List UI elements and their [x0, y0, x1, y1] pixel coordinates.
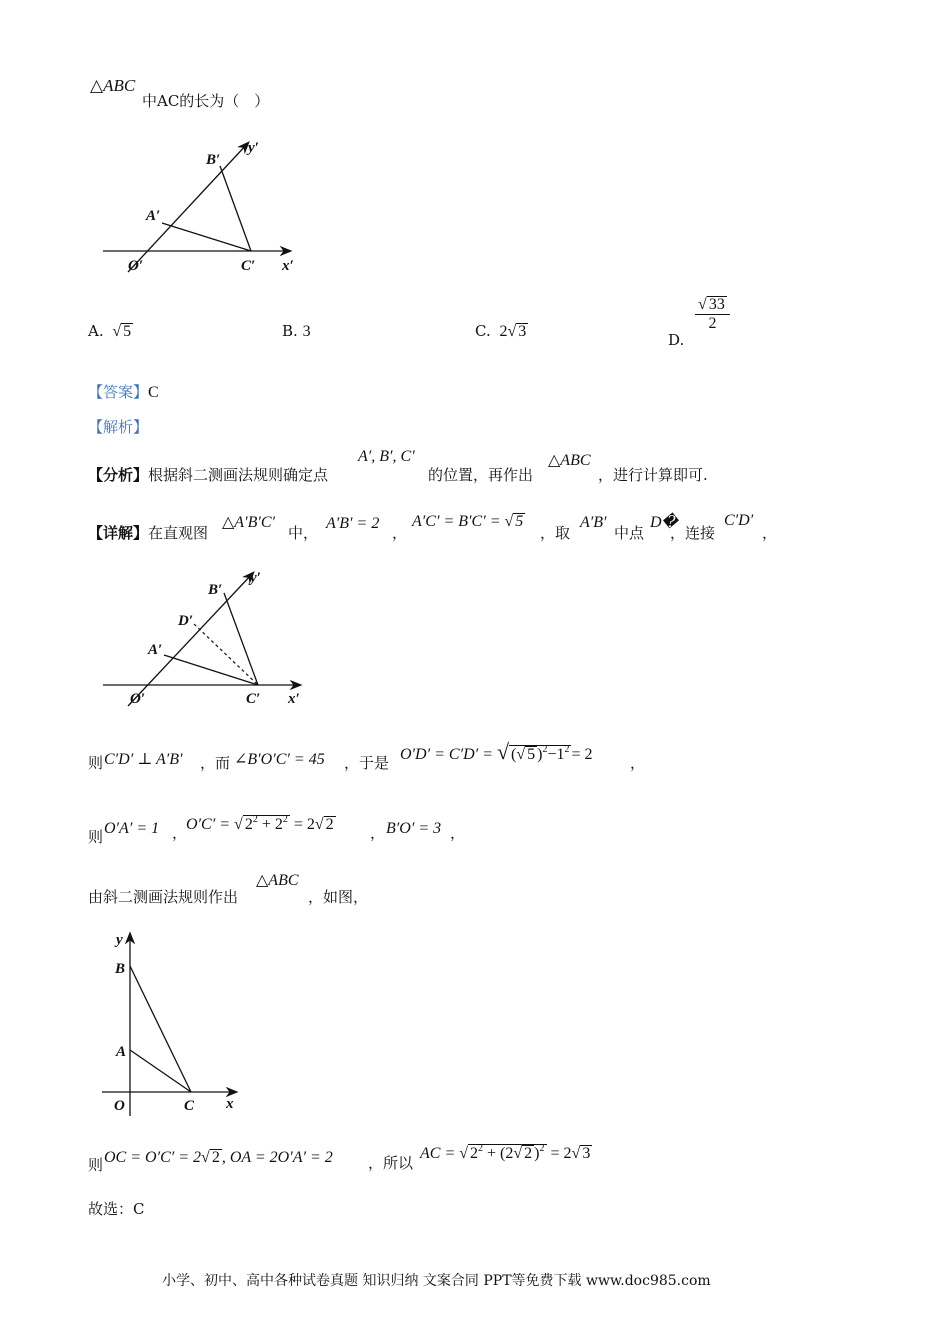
fenxi-text2: 的位置，再作出 — [428, 466, 534, 484]
segment-a-c — [162, 223, 251, 251]
figure-original-triangle — [98, 928, 248, 1118]
line-draw-t2: ，如图， — [308, 888, 369, 906]
option-a[interactable] — [88, 322, 133, 341]
answer-value: C — [148, 384, 159, 401]
line-final-t1: ，所以 — [368, 1154, 414, 1172]
xiangjie-t6: ， — [762, 524, 778, 542]
xiangjie-t3: ，取 — [540, 524, 571, 542]
line-ze2-prefix: 则 — [88, 828, 104, 846]
xiangjie-point: D� — [650, 514, 678, 531]
segment-b-c — [220, 166, 251, 251]
option-a-label: A. — [88, 322, 104, 340]
label-a: A′ — [146, 208, 161, 224]
option-a-value: √ 5 — [112, 323, 132, 340]
label-a: A — [116, 1044, 127, 1060]
footer-text: 小学、初中、高中各种试卷真题 知识归纳 文案合同 PPT等免费下载 www.doc985.com — [162, 1273, 711, 1289]
option-c-value: 2√ 3 — [499, 323, 527, 340]
line-ze2-e1: O′A′ = 1 — [104, 820, 160, 837]
segment-a-c — [164, 655, 258, 685]
label-d: D′ — [178, 613, 194, 629]
label-b: B′ — [208, 582, 223, 598]
xiangjie-seg: A′B′ — [580, 514, 607, 531]
line-ze2-e2: O′C′ = √ $2^2 + 2^2 = 2√$ 2 — [186, 814, 334, 833]
label-c: C — [184, 1098, 195, 1114]
option-b[interactable] — [282, 322, 311, 341]
label-a: A′ — [148, 642, 163, 658]
xiangjie-eq1: A′B′ = 2 — [326, 515, 380, 532]
line-ze1-prefix: 则 — [88, 754, 104, 772]
xiangjie-eq2: A′C′ = B′C′ = √ 5 — [412, 513, 524, 530]
label-b: B′ — [206, 152, 221, 168]
label-y: y — [116, 932, 123, 948]
line-ze1-t2: ，于是 — [344, 754, 390, 772]
label-x: x′ — [288, 691, 300, 707]
option-c[interactable] — [475, 322, 528, 341]
option-d[interactable] — [668, 296, 730, 349]
line-draw-triangle: △ABC — [256, 872, 299, 889]
xiangjie-t2: 中， — [288, 524, 319, 542]
answer-line — [88, 381, 159, 402]
line-final-e1: OC = O′C′ = 2√ 2 , OA = 2O′A′ = 2 — [104, 1149, 333, 1166]
question-triangle: △ABC — [90, 76, 136, 95]
analysis-tag: 【解析】 — [88, 418, 149, 436]
xiangjie-seg2: C′D′ — [724, 512, 754, 529]
xiangjie-comma: ， — [392, 524, 408, 542]
option-b-label: B. — [282, 322, 298, 340]
label-x: x — [226, 1096, 234, 1112]
figure-oblique-triangle — [98, 138, 308, 278]
line-ze1-end: ， — [630, 754, 646, 772]
option-b-value: 3 — [302, 323, 311, 340]
label-y: y′ — [250, 570, 261, 586]
label-c: C′ — [241, 258, 256, 274]
conclusion: 故选：C — [88, 1200, 145, 1218]
label-o: O′ — [128, 258, 144, 274]
line-draw-t1: 由斜二测画法规则作出 — [88, 888, 239, 906]
segment-d-c-dashed — [194, 624, 258, 685]
figure-oblique-midpoint — [98, 568, 308, 708]
line-ze1-t1: ，而 — [200, 754, 231, 772]
option-c-label: C. — [475, 322, 491, 340]
line-ze1-eq: O′D′ = C′D′ = √ (√ 5 )$^2-1^2 = 2$ — [400, 739, 593, 764]
fenxi-line: 【分析】根据斜二测画法规则确定点 — [88, 466, 329, 484]
xiangjie-t4: 中点 — [614, 524, 645, 542]
answer-tag: 【答案】 — [88, 383, 149, 401]
label-o: O — [114, 1098, 125, 1114]
label-c: C′ — [246, 691, 261, 707]
fenxi-triangle: △ABC — [548, 452, 591, 469]
label-o: O′ — [130, 691, 146, 707]
option-d-value: $\frac{√ 33}{2}$ — [695, 296, 730, 333]
segment-b-c — [130, 966, 191, 1092]
line-ze2-c3: ， — [450, 824, 466, 842]
line-ze2-c2: ， — [370, 824, 386, 842]
xiangjie-triangle: △A′B′C′ — [222, 514, 276, 531]
question-text: 中AC的长为（ ） — [142, 92, 270, 110]
fenxi-points: A′, B′, C′ — [358, 448, 415, 465]
option-d-label: D. — [668, 330, 685, 349]
line-ze1-perp: C′D′ ⊥ A′B′ — [104, 751, 183, 768]
line-ze2-c1: ， — [172, 824, 188, 842]
label-b: B — [115, 961, 126, 977]
line-ze1-angle: ∠B′O′C′ = 45 — [234, 751, 325, 768]
label-x: x′ — [282, 258, 294, 274]
label-y: y′ — [248, 140, 259, 156]
line-ze2-e3: B′O′ = 3 — [386, 820, 442, 837]
segment-a-c — [130, 1050, 191, 1092]
line-final-e2: AC = √ $2^2 + (2√$ 2 )$^2$ = 2√ 3 — [420, 1143, 591, 1162]
xiangjie-t5: ，连接 — [670, 524, 716, 542]
y-axis — [128, 573, 253, 706]
xiangjie-start: 【详解】在直观图 — [88, 524, 209, 542]
line-final-prefix: 则 — [88, 1156, 104, 1174]
fenxi-text3: ，进行计算即可. — [598, 466, 708, 484]
segment-b-c — [224, 593, 258, 685]
